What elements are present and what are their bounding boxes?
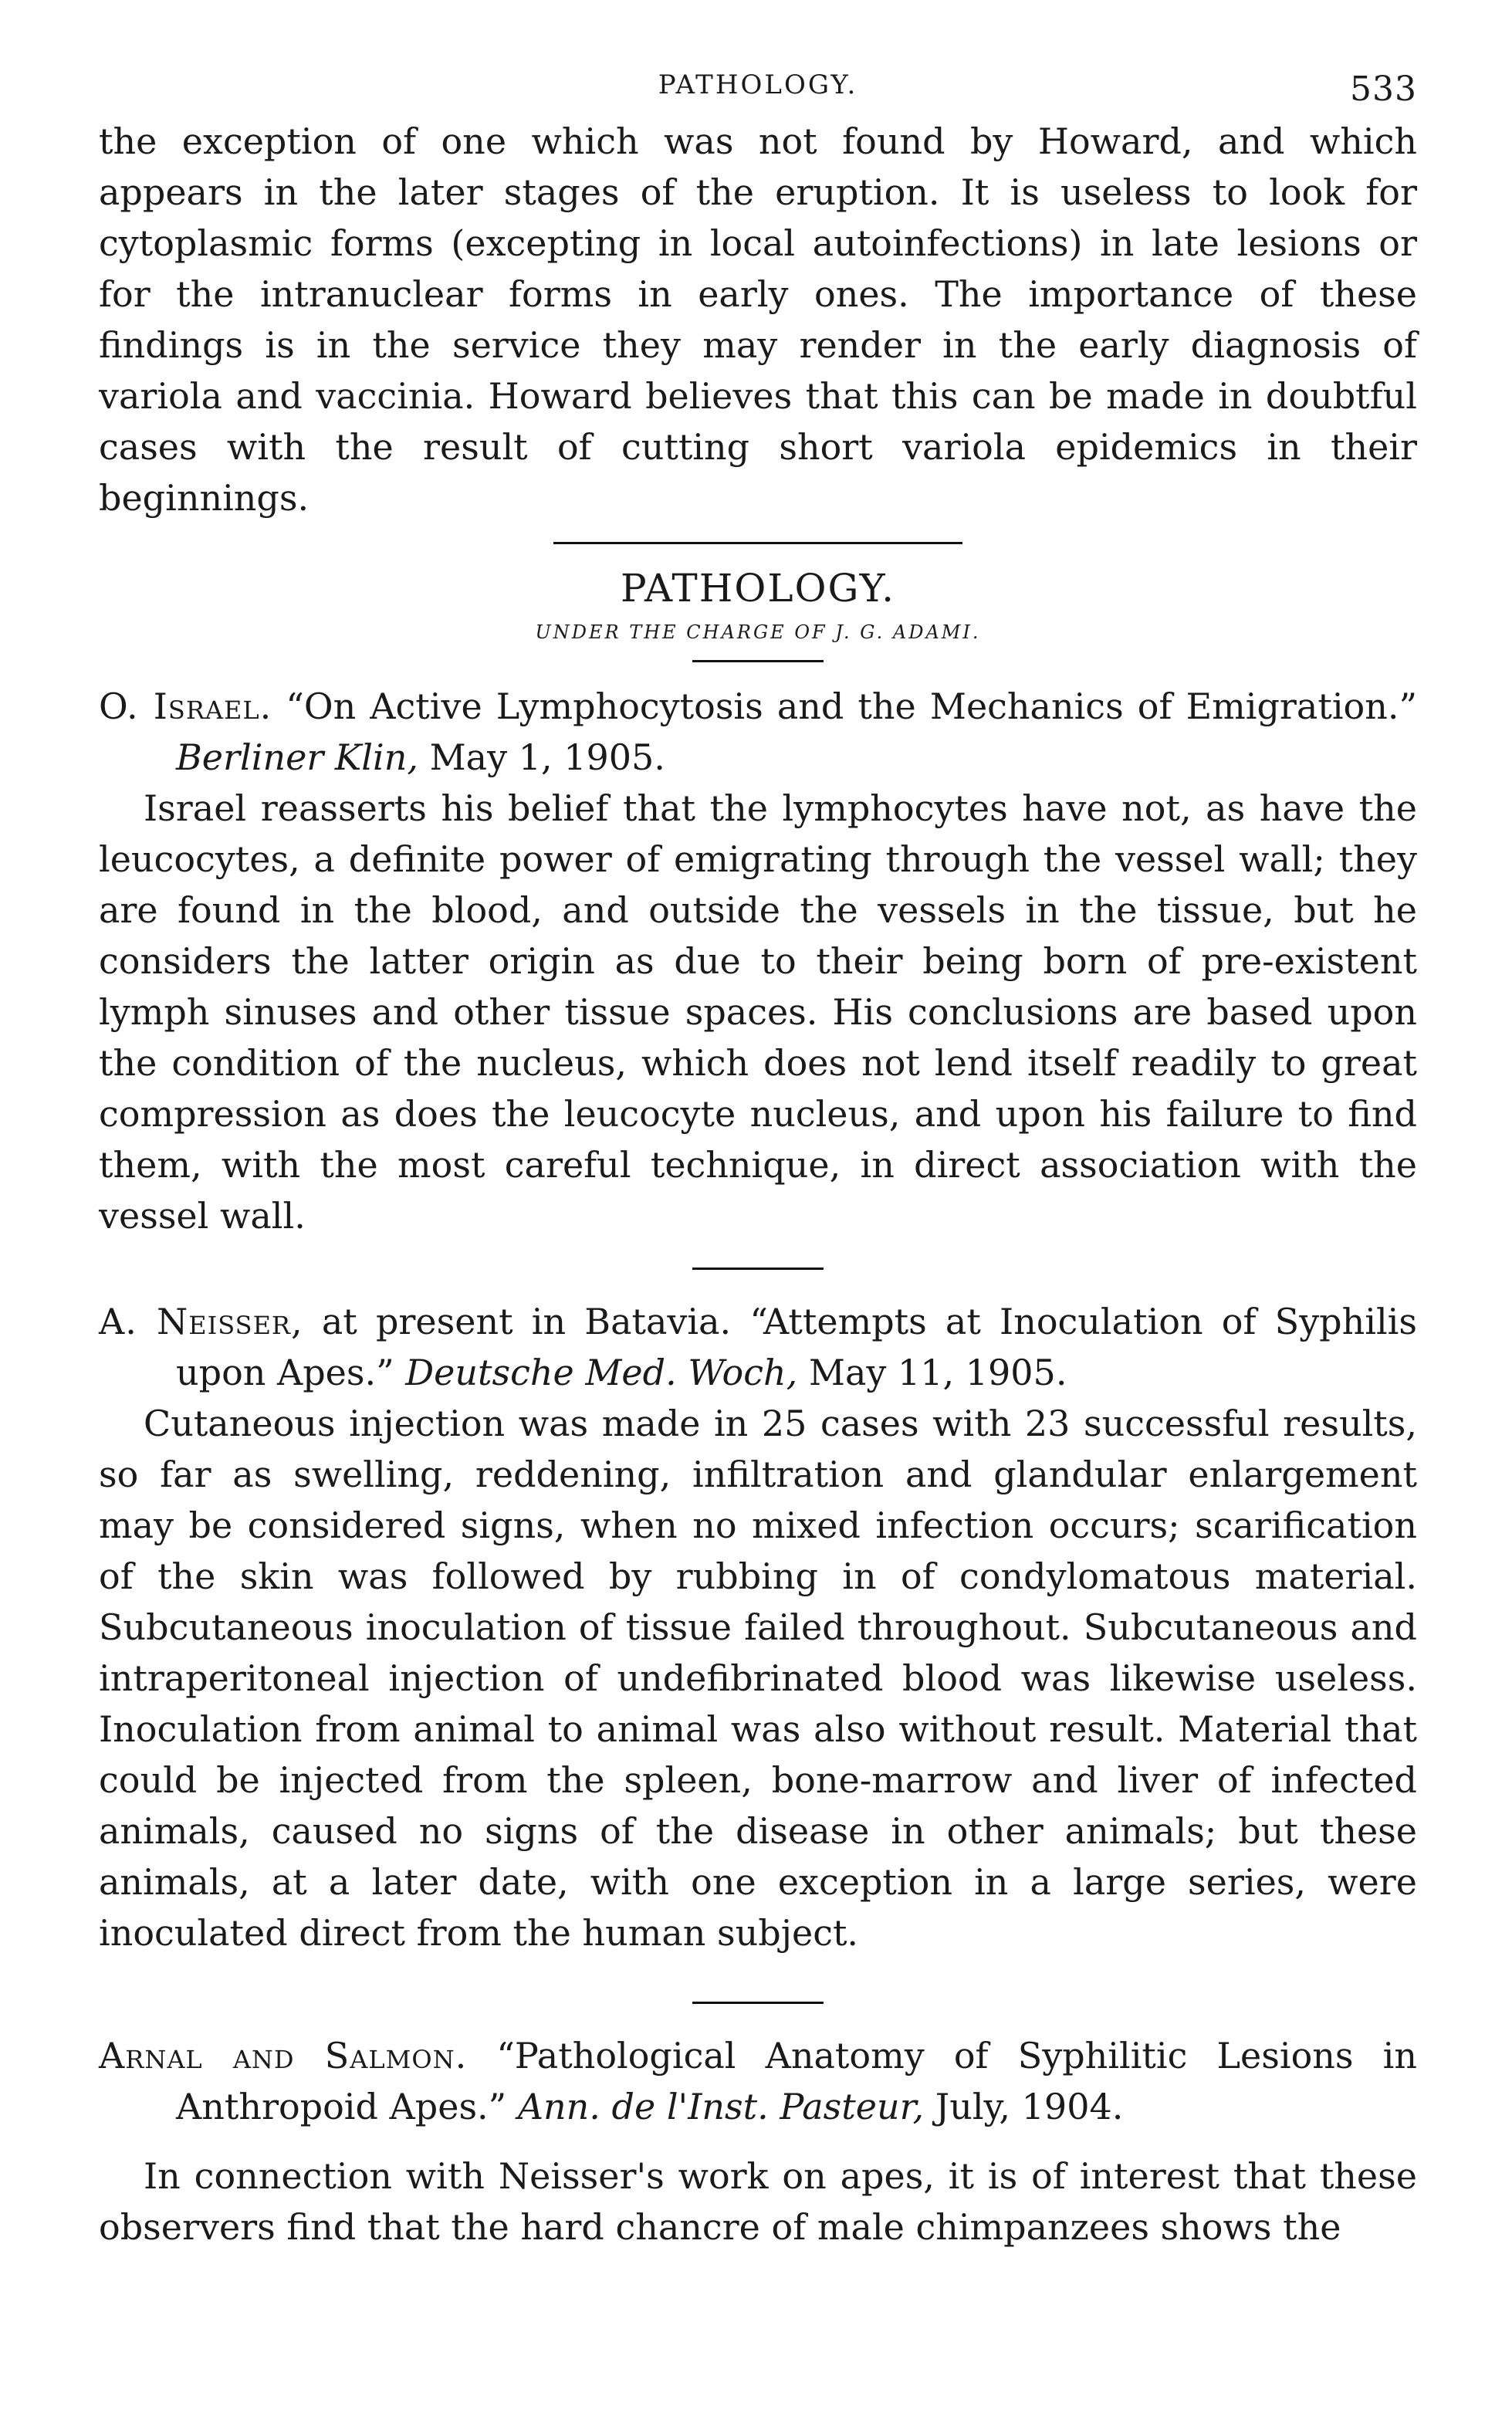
- entry-date: July, 1904.: [935, 2086, 1124, 2127]
- entry-title: “Attempts at Inoculation of Syphilis upon Apes.”: [176, 1301, 1417, 1393]
- running-header: [99, 69, 1417, 116]
- entry-heading: [99, 1296, 1417, 1398]
- entry-heading: [99, 2030, 1417, 2132]
- entry-author: A. Neisser,: [99, 1301, 303, 1342]
- entry-author: Arnal and Salmon.: [99, 2035, 468, 2076]
- entry-title: “Pathological Anatomy of Syphilitic Lesions in Anthropoid Apes.”: [176, 2035, 1418, 2127]
- book-page: [99, 69, 1417, 2252]
- entry-journal: Deutsche Med. Woch,: [405, 1352, 798, 1393]
- abstract-entry: [99, 1296, 1417, 1958]
- entry-heading: [99, 681, 1417, 783]
- continuation-paragraph: the exception of one which was not found by Howard, and which appears in the later stages of the eruption. It is useless to look for cytoplasmic forms (excepting in local autoinfections) in late lesions or for the intranuclear forms in early ones. The importance of these findings is in the service they may render in the early diagnosis of variola and vaccinia. Howard believes that this can be made in doubtful cases with the result of cutting short variola epidemics in their beginnings.: [99, 120, 1417, 519]
- entry-date: May 1, 1905.: [429, 736, 665, 778]
- entry-body: Cutaneous injection was made in 25 cases with 23 successful results, so far as swelling, reddening, infiltration and glandular enlargement may be considered signs, when no mixed infection occurs; scarification of the skin was followed by rubbing in of condylomatous material. Subcutaneous inoculation of tissue failed throughout. Subcutaneous and intraperitoneal injection of undefibrinated blood was likewise useless. Inoculation from animal to animal was also without result. Material that could be injected from the spleen, bone-marrow and liver of infected animals, caused no signs of the disease in other animals; but these animals, at a later date, with one exception in a large series, were inoculated direct from the human subject.: [99, 1403, 1417, 1954]
- entry-title: “On Active Lymphocytosis and the Mechanics of Emigration.”: [286, 685, 1418, 727]
- running-title: PATHOLOGY.: [658, 69, 858, 100]
- abstract-entry: [99, 681, 1417, 1241]
- abstract-entry: [99, 2030, 1417, 2252]
- entry-body: Israel reasserts his belief that the lymphocytes have not, as have the leucocytes, a definite power of emigrating through the vessel wall; they are found in the blood, and outside the vessels in the tissue, but he considers the latter origin as due to their being born of pre-existent lymph sinuses and other tissue spaces. His conclusions are based upon the condition of the nucleus, which does not lend itself readily to great compression as does the leucocyte nucleus, and upon his failure to find them, with the most careful technique, in direct association with the vessel wall.: [99, 787, 1417, 1237]
- section-divider: [553, 542, 962, 544]
- entry-body: In connection with Neisser's work on apes, it is of interest that these observers find that the hard chancre of male chimpanzees shows the: [99, 2155, 1417, 2248]
- page-number: 533: [1350, 69, 1417, 109]
- entry-journal: Ann. de l'Inst. Pasteur,: [517, 2086, 925, 2127]
- entry-note: at present in Batavia.: [321, 1301, 732, 1342]
- section-editor: UNDER THE CHARGE OF J. G. ADAMI.: [535, 621, 981, 643]
- entry-journal: Berliner Klin,: [176, 736, 418, 778]
- entry-date: May 11, 1905.: [808, 1352, 1067, 1393]
- section-title: PATHOLOGY.: [620, 566, 896, 611]
- entry-author: O. Israel.: [99, 685, 272, 727]
